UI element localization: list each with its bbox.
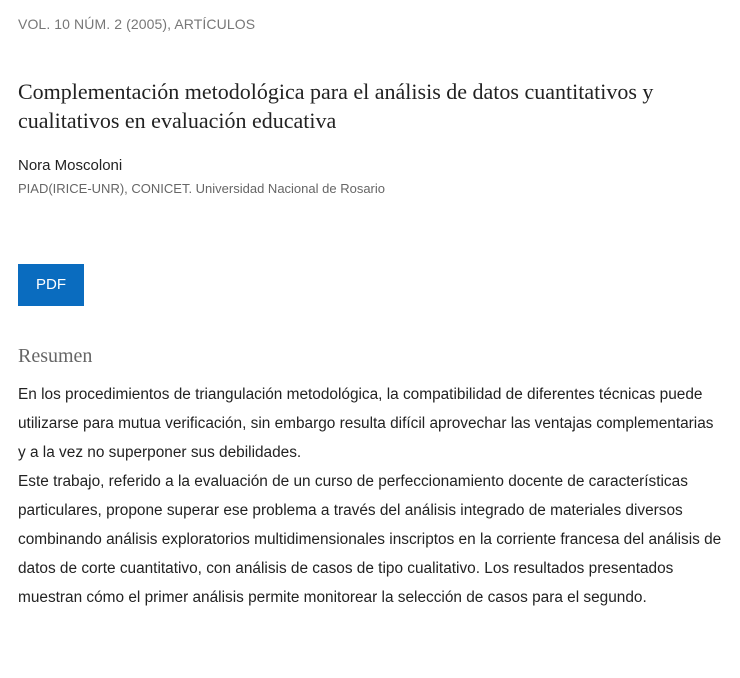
abstract-body [18, 380, 722, 612]
author-affiliation: PIAD(IRICE-UNR), CONICET. Universidad Nacional de Rosario [18, 181, 385, 196]
abstract-paragraph: Este trabajo, referido a la evaluación de un curso de perfeccionamiento docente de características particulares, propone superar ese problema a través del análisis integrado de materiales diversos combinando análisis exploratorios multidimensionales inscriptos en la corriente francesa del análisis de datos de corte cuantitativo, con análisis de casos de tipo cualitativo. Los resultados presentados muestran cómo el primer análisis permite monitorear la selección de casos para el segundo. [18, 473, 722, 606]
issue-link[interactable]: VOL. 10 NÚM. 2 (2005), ARTÍCULOS [18, 16, 256, 32]
author-name: Nora Moscoloni [18, 157, 123, 174]
issue-breadcrumb[interactable] [18, 16, 255, 32]
abstract-heading: Resumen [18, 345, 93, 367]
article-title: Complementación metodológica para el análisis de datos cuantitativos y cualitativos en evaluación educativa [18, 79, 654, 133]
abstract-paragraph: En los procedimientos de triangulación metodológica, la compatibilidad de diferentes técnicas puede utilizarse para mutua verificación, sin embargo resulta difícil aprovechar las ventajas complementarias y a la vez no superponer sus debilidades. [18, 386, 714, 461]
pdf-download-button[interactable]: PDF [18, 264, 84, 306]
